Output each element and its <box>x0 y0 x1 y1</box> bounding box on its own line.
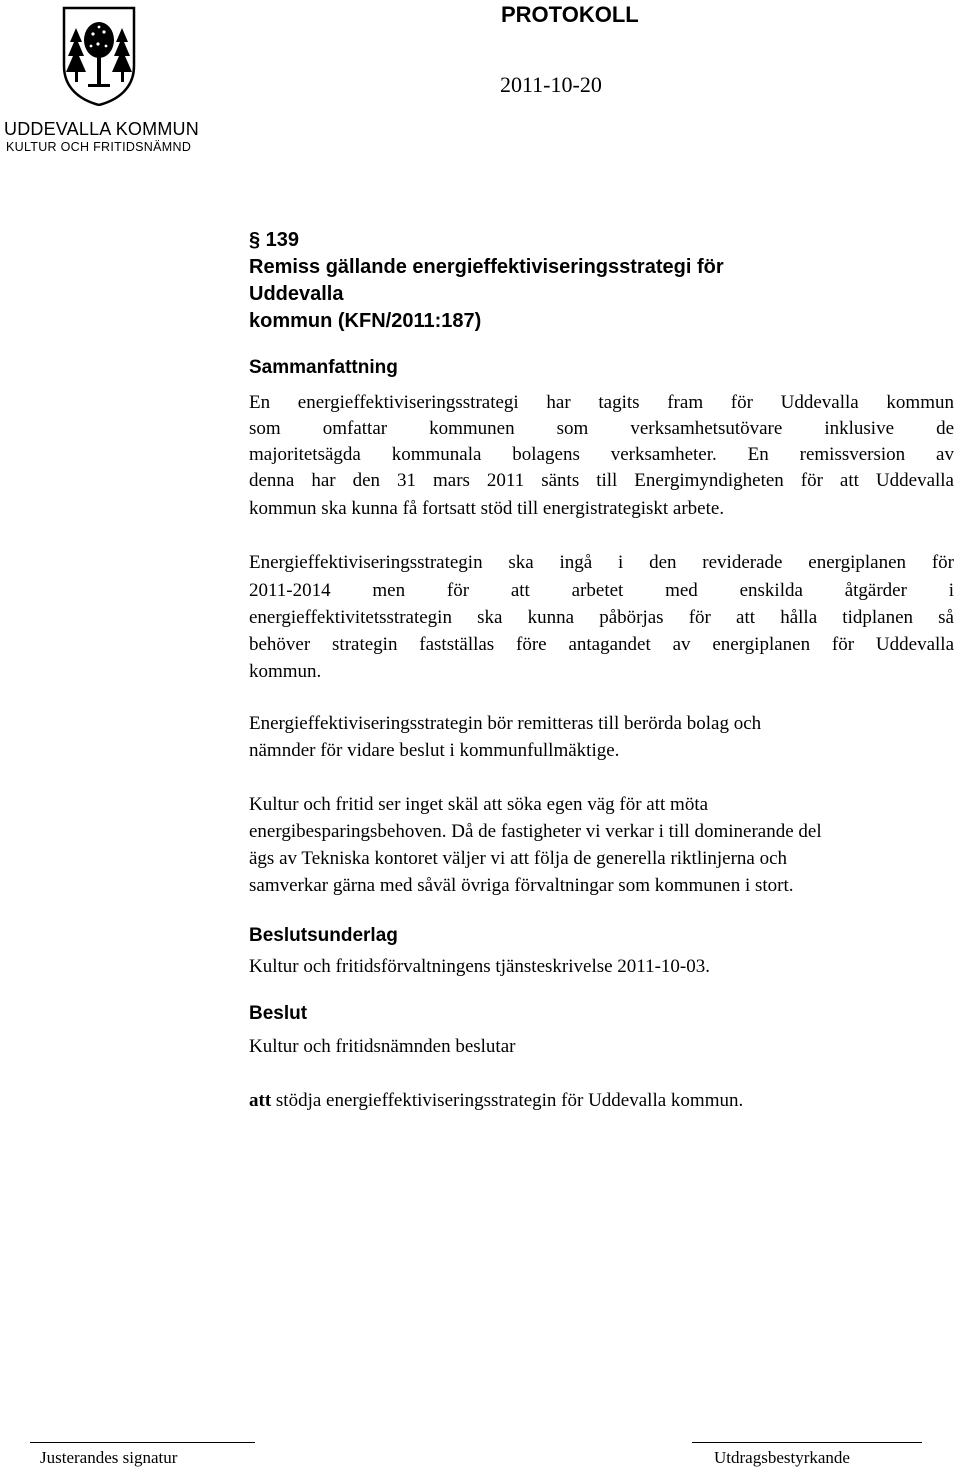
organization-unit: KULTUR OCH FRITIDSNÄMND <box>6 140 192 154</box>
municipality-crest-logo <box>60 6 138 106</box>
basis-text: Kultur och fritidsförvaltningens tjänsteskrivelse 2011-10-03. <box>249 956 711 977</box>
basis-heading: Beslutsunderlag <box>249 925 398 946</box>
att-keyword: att <box>249 1090 272 1111</box>
text-line: denna har den 31 mars 2011 sänts till Energimyndigheten för att Uddevalla <box>249 470 954 491</box>
text-line: 2011-2014 men för att arbetet med enskilda åtgärder i <box>249 580 954 601</box>
text-line: ägs av Tekniska kontoret väljer vi att följa de generella riktlinjerna och <box>249 848 788 869</box>
decision-clause <box>249 1090 743 1112</box>
summary-heading: Sammanfattning <box>249 357 398 378</box>
extract-rule <box>692 1442 922 1443</box>
paragraph-number: § 139 <box>249 229 300 251</box>
decision-clause-text: stödja energieffektiviseringsstrategin för Uddevalla kommun. <box>271 1090 744 1111</box>
text-line: som omfattar kommunen som verksamhetsutövare inklusive de <box>249 418 954 439</box>
paragraph-title-line: Remiss gällande energieffektiviseringsstrategi för Uddevalla <box>249 256 724 305</box>
text-line: En energieffektiviseringsstrategi har tagits fram för Uddevalla kommun <box>249 392 954 413</box>
signature-rule <box>30 1442 255 1443</box>
signature-label: Justerandes signatur <box>40 1448 178 1467</box>
text-line: Kultur och fritid ser inget skäl att söka egen väg för att möta <box>249 794 709 815</box>
text-line: energieffektivitetsstrategin ska kunna påbörjas för att hålla tidplanen så <box>249 607 954 628</box>
text-line: samverkar gärna med såväl övriga förvaltningar som kommunen i stort. <box>249 875 794 896</box>
decision-heading: Beslut <box>249 1003 308 1024</box>
document-type: PROTOKOLL <box>501 2 639 27</box>
extract-certification-label: Utdragsbestyrkande <box>714 1448 850 1467</box>
text-line: nämnder för vidare beslut i kommunfullmäktige. <box>249 740 620 761</box>
text-line: behöver strategin fastställas före antagandet av energiplanen för Uddevalla <box>249 634 954 655</box>
paragraph-title-line: kommun (KFN/2011:187) <box>249 310 482 332</box>
text-line: energibesparingsbehoven. Då de fastigheter vi verkar i till dominerande del <box>249 821 822 842</box>
text-line: Energieffektiviseringsstrategin bör remitteras till berörda bolag och <box>249 713 762 734</box>
text-line: kommun. <box>249 661 322 682</box>
decision-intro: Kultur och fritidsnämnden beslutar <box>249 1036 516 1057</box>
text-line: Energieffektiviseringsstrategin ska ingå i den reviderade energiplanen för <box>249 552 954 573</box>
document-date: 2011-10-20 <box>500 72 602 97</box>
organization-name: UDDEVALLA KOMMUN <box>4 119 199 139</box>
paragraph-title <box>249 254 809 335</box>
text-line: majoritetsägda kommunala bolagens verksamheter. En remissversion av <box>249 444 954 465</box>
text-line: kommun ska kunna få fortsatt stöd till energistrategiskt arbete. <box>249 498 725 519</box>
